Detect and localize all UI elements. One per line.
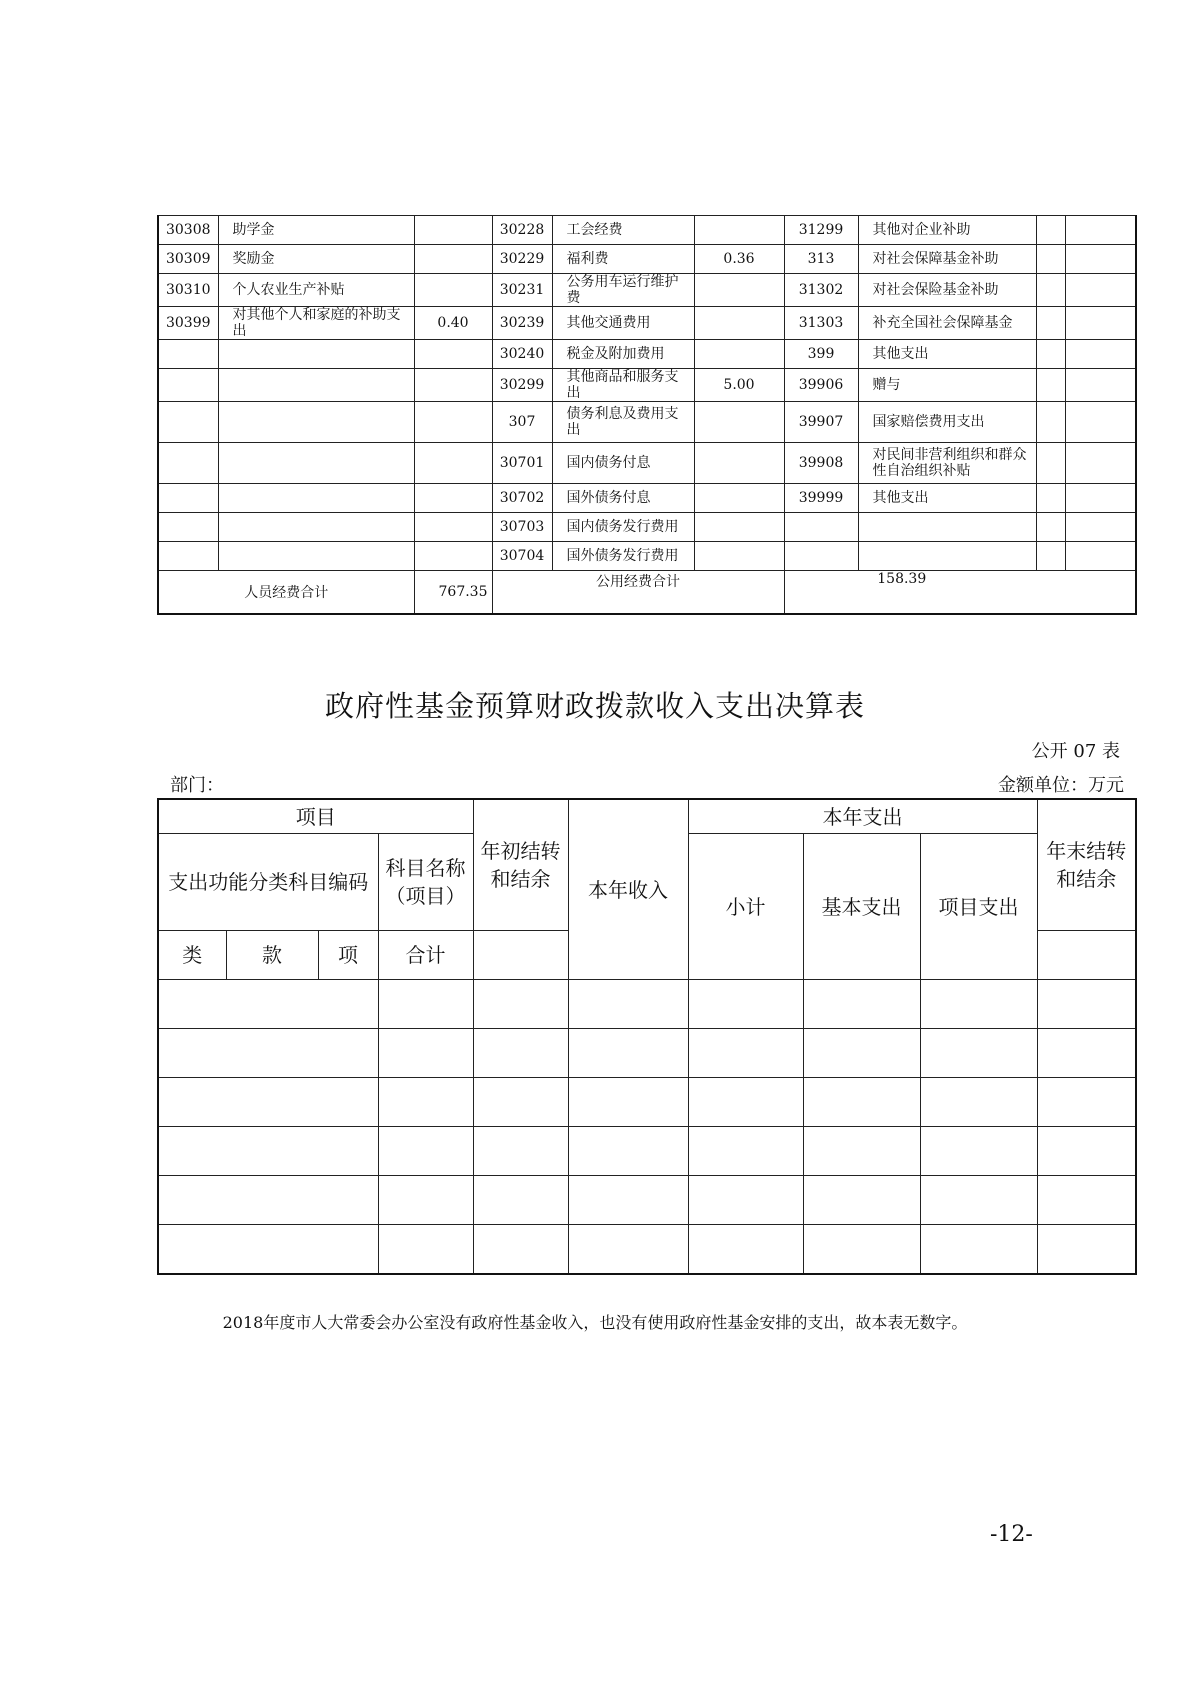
name-cell: 对社会保险基金补助 <box>858 274 1036 307</box>
header-end-balance: 年末结转和结余 <box>1037 799 1136 931</box>
empty-cell <box>1065 307 1136 340</box>
table-row <box>158 1078 1136 1127</box>
header-income: 本年收入 <box>568 799 688 980</box>
code-cell: 39906 <box>784 369 858 402</box>
code-cell: 30299 <box>492 369 552 402</box>
empty-cell <box>1036 340 1065 369</box>
name-cell <box>218 542 414 571</box>
name-cell <box>218 340 414 369</box>
header-subtotal: 小计 <box>688 834 803 980</box>
code-cell <box>158 369 218 402</box>
amount-cell <box>694 513 784 542</box>
name-cell: 其他支出 <box>858 340 1036 369</box>
header-begin-balance: 年初结转和结余 <box>473 799 568 931</box>
amount-cell <box>694 274 784 307</box>
empty-cell <box>473 980 568 1029</box>
empty-cell <box>378 1078 473 1127</box>
code-cell: 399 <box>784 340 858 369</box>
empty-cell <box>688 1029 803 1078</box>
empty-cell <box>568 1078 688 1127</box>
code-cell: 39999 <box>784 484 858 513</box>
empty-cell <box>1065 369 1136 402</box>
table-row <box>158 307 1136 340</box>
table-number: 公开 07 表 <box>1031 741 1120 762</box>
code-cell: 31302 <box>784 274 858 307</box>
header-lei: 类 <box>158 931 226 980</box>
name-cell: 国外债务发行费用 <box>552 542 694 571</box>
code-cell: 30310 <box>158 274 218 307</box>
empty-cell <box>1065 216 1136 245</box>
empty-cell <box>1036 369 1065 402</box>
empty-cell <box>158 1078 378 1127</box>
name-cell: 债务利息及费用支出 <box>552 402 694 443</box>
empty-cell <box>1037 1078 1136 1127</box>
empty-cell <box>803 1078 920 1127</box>
amount-cell <box>414 245 492 274</box>
amount-cell: 0.40 <box>414 307 492 340</box>
amount-cell <box>694 216 784 245</box>
table-row <box>158 484 1136 513</box>
empty-cell <box>1037 1029 1136 1078</box>
code-cell: 30704 <box>492 542 552 571</box>
table-row <box>158 542 1136 571</box>
name-cell: 对社会保障基金补助 <box>858 245 1036 274</box>
empty-cell <box>568 1176 688 1225</box>
code-cell <box>784 513 858 542</box>
table-row <box>158 1127 1136 1176</box>
header-total: 合计 <box>378 931 473 980</box>
empty-cell <box>378 1225 473 1275</box>
empty-cell <box>1036 307 1065 340</box>
name-cell <box>218 484 414 513</box>
name-cell: 个人农业生产补贴 <box>218 274 414 307</box>
amount-cell <box>414 542 492 571</box>
amount-cell <box>414 369 492 402</box>
empty-cell <box>473 1225 568 1275</box>
table-row <box>158 402 1136 443</box>
empty-cell <box>688 980 803 1029</box>
empty-cell <box>1036 484 1065 513</box>
code-cell <box>158 443 218 484</box>
code-cell: 30399 <box>158 307 218 340</box>
empty-cell <box>688 1078 803 1127</box>
empty-cell <box>158 1127 378 1176</box>
amount-cell <box>414 513 492 542</box>
empty-cell <box>1065 443 1136 484</box>
empty-cell <box>1036 216 1065 245</box>
table-row <box>158 274 1136 307</box>
code-cell <box>158 513 218 542</box>
code-cell: 30231 <box>492 274 552 307</box>
empty-cell <box>920 1127 1037 1176</box>
name-cell: 补充全国社会保障基金 <box>858 307 1036 340</box>
code-cell: 30229 <box>492 245 552 274</box>
empty-cell <box>803 1127 920 1176</box>
code-cell: 307 <box>492 402 552 443</box>
table-row <box>158 216 1136 245</box>
empty-cell <box>473 1078 568 1127</box>
empty-cell <box>1036 513 1065 542</box>
empty-cell <box>1065 274 1136 307</box>
name-cell: 税金及附加费用 <box>552 340 694 369</box>
name-cell: 对其他个人和家庭的补助支出 <box>218 307 414 340</box>
empty-cell <box>158 1176 378 1225</box>
table-row <box>158 443 1136 484</box>
header-subject-name: 科目名称（项目） <box>378 834 473 931</box>
empty-cell <box>568 980 688 1029</box>
table-row <box>158 340 1136 369</box>
name-cell: 赠与 <box>858 369 1036 402</box>
empty-cell <box>1036 443 1065 484</box>
department-label: 部门： <box>170 775 224 796</box>
empty-cell <box>1065 402 1136 443</box>
header-expense: 本年支出 <box>688 799 1037 834</box>
amount-cell <box>414 402 492 443</box>
empty-cell <box>158 1029 378 1078</box>
empty-cell <box>473 1176 568 1225</box>
empty-cell <box>688 1127 803 1176</box>
empty-cell <box>803 1225 920 1275</box>
name-cell: 国内债务付息 <box>552 443 694 484</box>
footnote: 2018年度市人大常委会办公室没有政府性基金收入，也没有使用政府性基金安排的支出，故本表无数字。 <box>222 1313 968 1332</box>
empty-cell <box>1037 931 1136 980</box>
code-cell <box>158 542 218 571</box>
header-xiang: 项 <box>318 931 378 980</box>
code-cell: 313 <box>784 245 858 274</box>
amount-unit-label: 金额单位：万元 <box>998 775 1124 796</box>
empty-cell <box>803 980 920 1029</box>
name-cell <box>218 369 414 402</box>
table-row <box>158 513 1136 542</box>
empty-cell <box>568 1225 688 1275</box>
name-cell <box>858 542 1036 571</box>
empty-cell <box>378 1176 473 1225</box>
code-cell: 31303 <box>784 307 858 340</box>
table-row <box>158 245 1136 274</box>
empty-cell <box>1037 980 1136 1029</box>
name-cell: 福利费 <box>552 245 694 274</box>
name-cell <box>218 513 414 542</box>
amount-cell <box>694 340 784 369</box>
code-cell <box>784 542 858 571</box>
header-func-code: 支出功能分类科目编码 <box>158 834 378 931</box>
name-cell: 对民间非营利组织和群众性自治组织补贴 <box>858 443 1036 484</box>
empty-cell <box>1065 513 1136 542</box>
name-cell: 其他交通费用 <box>552 307 694 340</box>
amount-cell <box>414 340 492 369</box>
empty-cell <box>568 1029 688 1078</box>
empty-cell <box>1036 245 1065 274</box>
empty-cell <box>1037 1225 1136 1275</box>
code-cell: 39908 <box>784 443 858 484</box>
code-cell: 30308 <box>158 216 218 245</box>
empty-cell <box>378 1127 473 1176</box>
code-cell: 30240 <box>492 340 552 369</box>
amount-cell <box>694 542 784 571</box>
code-cell: 30703 <box>492 513 552 542</box>
personnel-total-label: 人员经费合计 <box>158 571 414 615</box>
header-project: 项目 <box>158 799 473 834</box>
empty-cell <box>688 1176 803 1225</box>
table-row <box>158 1225 1136 1275</box>
empty-cell <box>158 1225 378 1275</box>
table-row <box>158 1029 1136 1078</box>
code-cell: 31299 <box>784 216 858 245</box>
personnel-total-value: 767.35 <box>414 571 492 615</box>
empty-cell <box>473 1127 568 1176</box>
empty-cell <box>920 1029 1037 1078</box>
code-cell <box>158 402 218 443</box>
public-total-value: 158.39 <box>784 571 1136 615</box>
amount-cell <box>414 443 492 484</box>
amount-cell <box>694 402 784 443</box>
amount-cell: 5.00 <box>694 369 784 402</box>
header-basic: 基本支出 <box>803 834 920 980</box>
table-row <box>158 369 1136 402</box>
empty-cell <box>1036 274 1065 307</box>
empty-cell <box>803 1176 920 1225</box>
name-cell <box>218 443 414 484</box>
name-cell: 国内债务发行费用 <box>552 513 694 542</box>
name-cell: 国家赔偿费用支出 <box>858 402 1036 443</box>
code-cell: 30228 <box>492 216 552 245</box>
empty-cell <box>1065 484 1136 513</box>
amount-cell <box>414 484 492 513</box>
code-cell: 39907 <box>784 402 858 443</box>
amount-cell: 0.36 <box>694 245 784 274</box>
total-row <box>158 571 1136 615</box>
empty-cell <box>1036 402 1065 443</box>
name-cell: 工会经费 <box>552 216 694 245</box>
empty-cell <box>1037 1127 1136 1176</box>
name-cell: 助学金 <box>218 216 414 245</box>
empty-cell <box>803 1029 920 1078</box>
name-cell: 奖励金 <box>218 245 414 274</box>
empty-cell <box>378 1029 473 1078</box>
name-cell: 国外债务付息 <box>552 484 694 513</box>
code-cell: 30702 <box>492 484 552 513</box>
empty-cell <box>920 1176 1037 1225</box>
code-cell <box>158 340 218 369</box>
empty-cell <box>473 1029 568 1078</box>
empty-cell <box>1036 542 1065 571</box>
amount-cell <box>694 307 784 340</box>
empty-cell <box>378 980 473 1029</box>
basic-expenditure-continuation-table <box>157 215 1137 615</box>
empty-rows <box>158 980 1136 1275</box>
name-cell: 其他商品和服务支出 <box>552 369 694 402</box>
name-cell <box>858 513 1036 542</box>
table-row <box>158 1176 1136 1225</box>
code-cell: 30309 <box>158 245 218 274</box>
header-project-exp: 项目支出 <box>920 834 1037 980</box>
empty-cell <box>158 980 378 1029</box>
name-cell: 其他支出 <box>858 484 1036 513</box>
page-number: -12- <box>990 1522 1033 1547</box>
header-kuan: 款 <box>226 931 318 980</box>
empty-cell <box>1037 1176 1136 1225</box>
table-body <box>158 216 1136 615</box>
empty-cell <box>920 980 1037 1029</box>
page-title: 政府性基金预算财政拨款收入支出决算表 <box>324 689 865 723</box>
name-cell: 公务用车运行维护费 <box>552 274 694 307</box>
code-cell: 30239 <box>492 307 552 340</box>
public-total-label: 公用经费合计 <box>492 571 784 615</box>
empty-cell <box>473 931 568 980</box>
empty-cell <box>568 1127 688 1176</box>
government-fund-table <box>157 798 1137 1275</box>
amount-cell <box>694 484 784 513</box>
amount-cell <box>694 443 784 484</box>
code-cell <box>158 484 218 513</box>
amount-cell <box>414 216 492 245</box>
empty-cell <box>1065 245 1136 274</box>
empty-cell <box>920 1078 1037 1127</box>
empty-cell <box>1065 340 1136 369</box>
table-row <box>158 980 1136 1029</box>
empty-cell <box>920 1225 1037 1275</box>
empty-cell <box>1065 542 1136 571</box>
name-cell <box>218 402 414 443</box>
empty-cell <box>688 1225 803 1275</box>
amount-cell <box>414 274 492 307</box>
name-cell: 其他对企业补助 <box>858 216 1036 245</box>
code-cell: 30701 <box>492 443 552 484</box>
